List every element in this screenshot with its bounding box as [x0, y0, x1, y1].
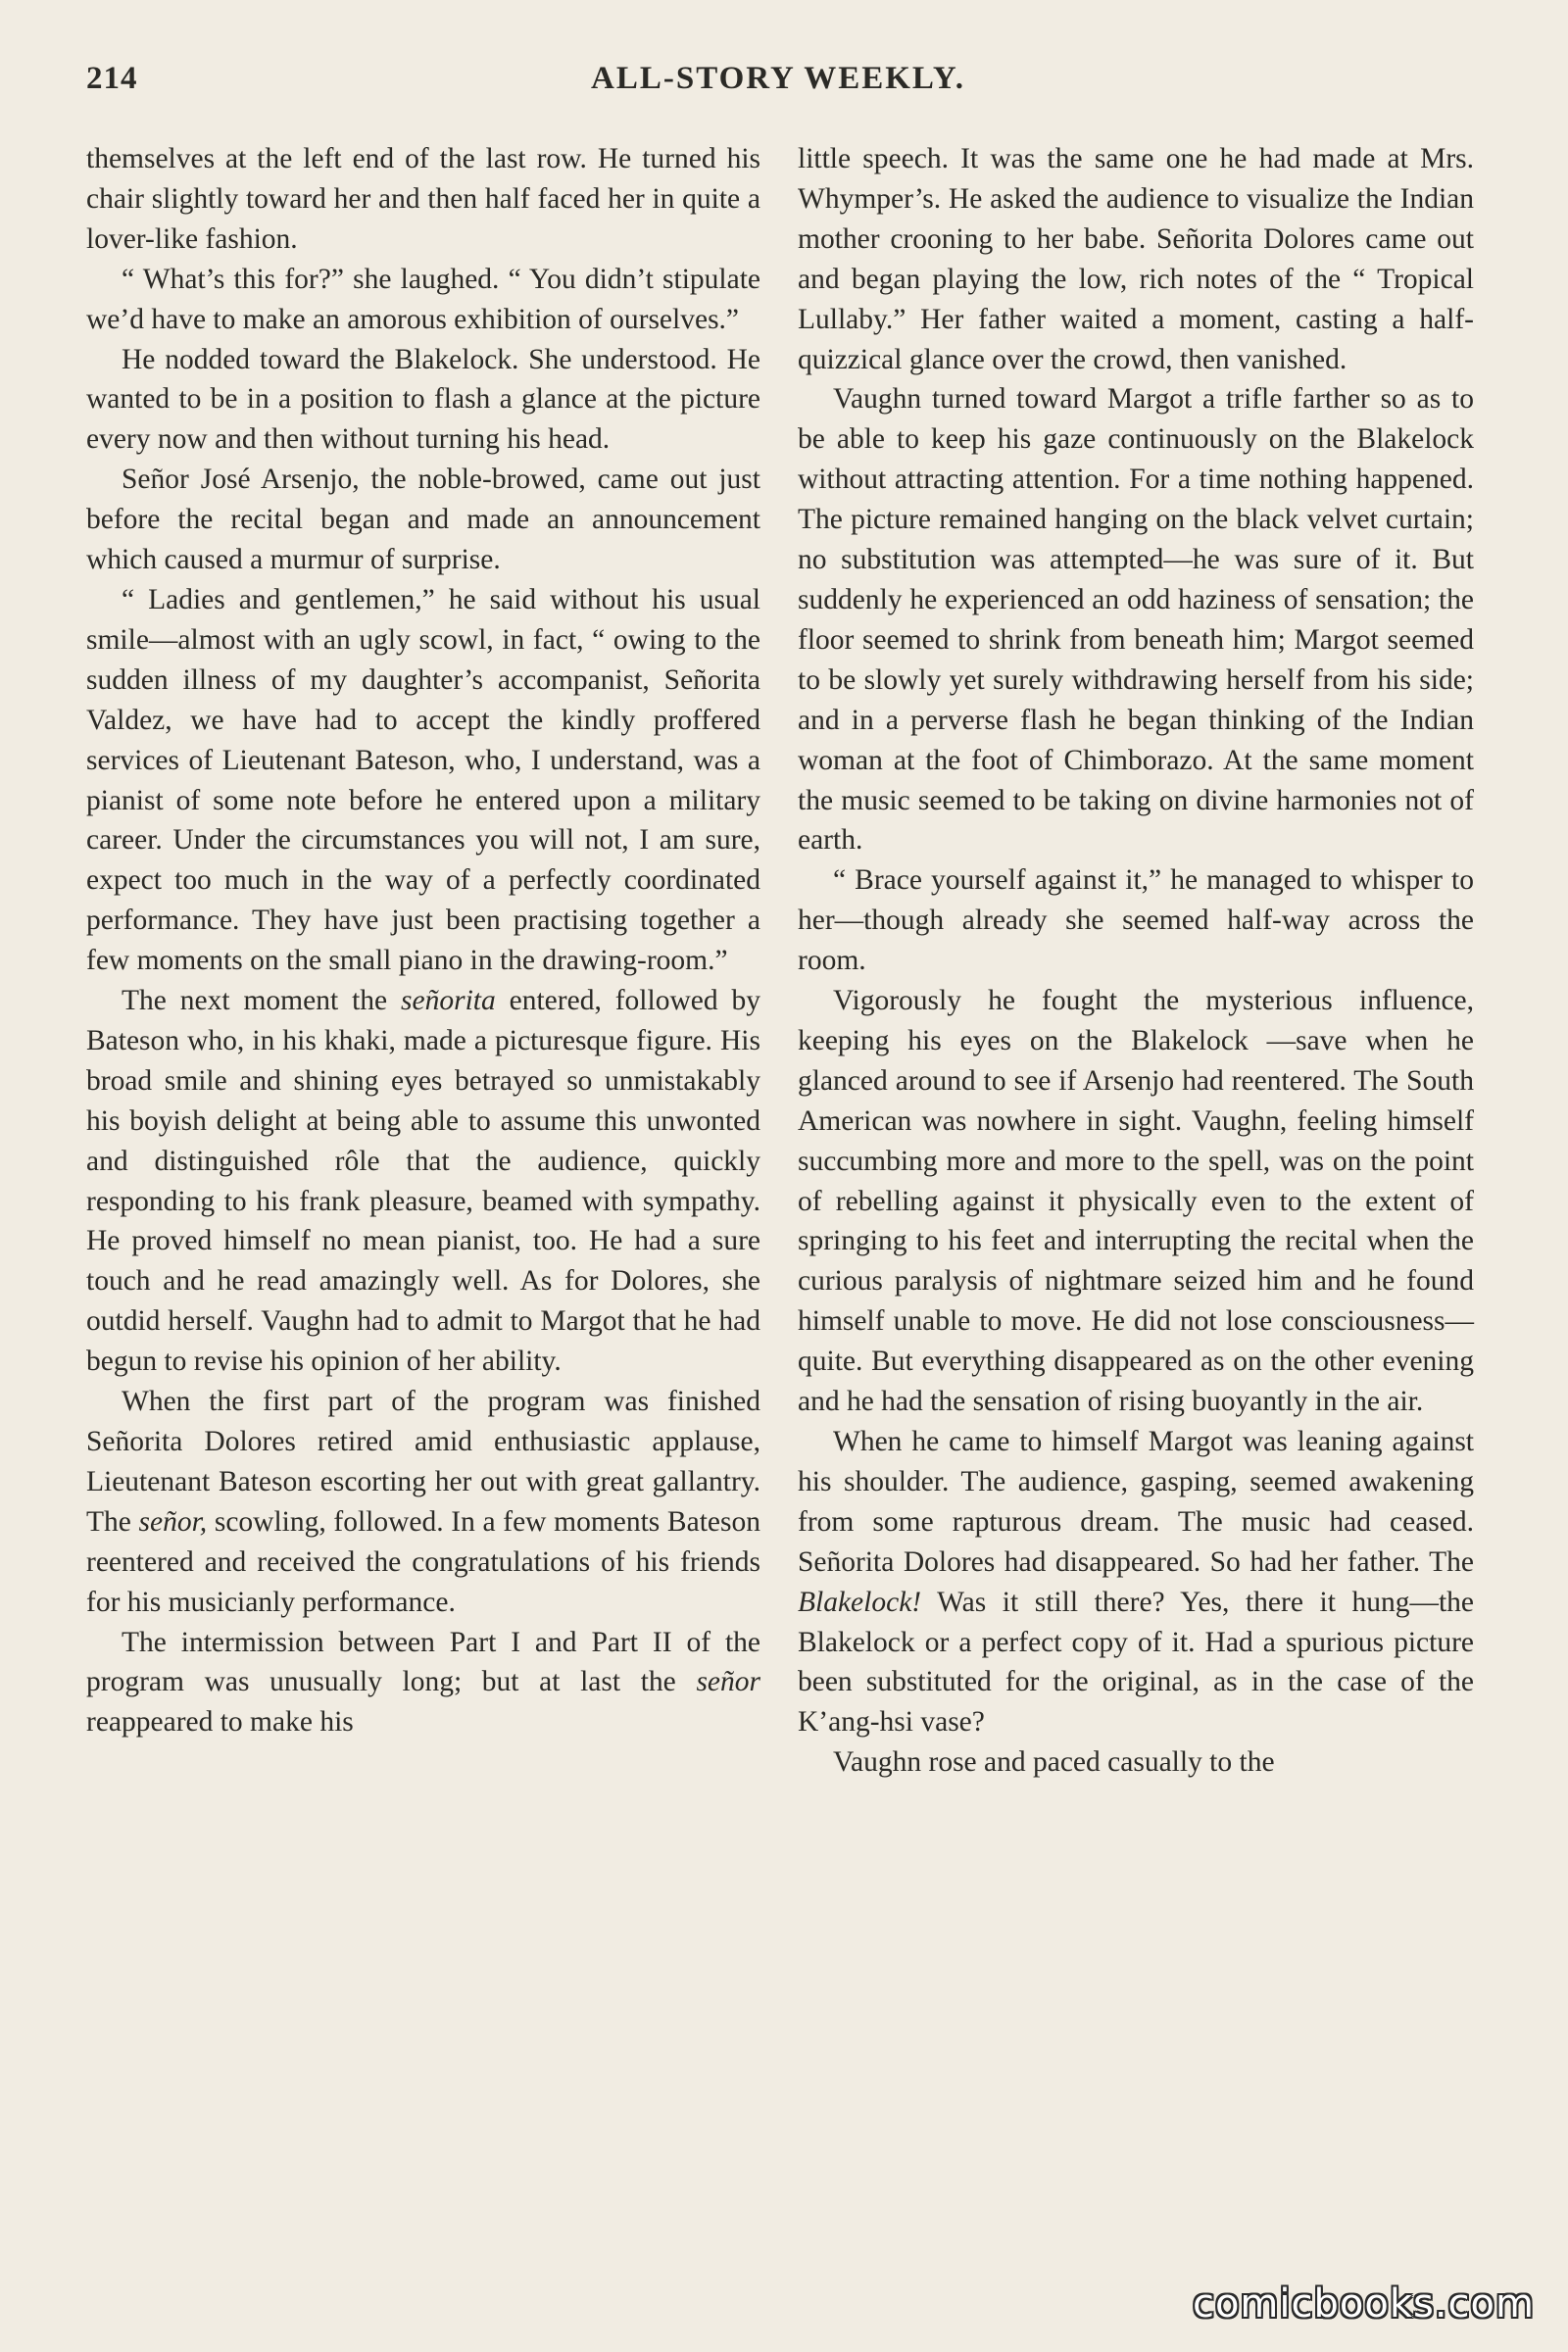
paragraph: Vaughn turned toward Margot a trifle farther so as to be able to keep his gaze continuously on the Blakelock without attracting attention. For a time nothing happened. The picture remained hanging on the black velvet curtain; no substitution was attempted—he was sure of it. But suddenly he experienced an odd haziness of sensation; the floor seemed to shrink from beneath him; Margot seemed to be slowly yet surely withdrawing herself from his side; and in a perverse flash he began thinking of the Indian woman at the foot of Chimborazo. At the same moment the music seemed to be taking on divine harmonies not of earth.	[798, 383, 1474, 857]
paragraph: “ What’s this for?” she laughed. “ You didn’t stipulate we’d have to make an amorous exhibition of ourselves.”	[86, 263, 760, 335]
page-number: 214	[86, 61, 138, 96]
paragraph	[798, 1422, 1474, 1742]
running-header	[86, 61, 1470, 116]
paragraph: “ Brace yourself against it,” he managed to whisper to her—though already she seemed half-way across the room.	[798, 864, 1474, 977]
paragraph-text: reappeared to make his	[86, 1706, 354, 1739]
paragraph: Vaughn rose and paced casually to the	[833, 1746, 1275, 1779]
paragraph-text: When he came to himself Margot was leaning against his shoulder. The audience, gasping, seemed awakening from some rapturous dream. The music had ceased. Señorita Dolores had disappeared. So had her father. The	[798, 1426, 1474, 1578]
italic-word: Blakelock!	[798, 1586, 922, 1618]
paragraph-text: entered, followed by Bateson who, in his khaki, made a picturesque figure. His broad smile and shining eyes betrayed so unmistakably his boyish delight at being able to assume this unwonted and distinguished rôle that the audience, quickly responding to his frank pleasure, beamed with sympathy. He proved himself no mean pianist, too. He had a sure touch and he read amazingly well. As for Dolores, she outdid herself. Vaughn had to admit to Margot that he had begun to revise his opinion of her ability.	[86, 985, 761, 1378]
left-column	[86, 139, 760, 1742]
italic-word: señorita	[401, 985, 496, 1017]
paragraph	[86, 1382, 760, 1622]
paragraph: Señor José Arsenjo, the noble-browed, came out just before the recital began and made an announcement which caused a murmur of surprise.	[86, 464, 760, 576]
paragraph: He nodded toward the Blakelock. She understood. He wanted to be in a position to flash a glance at the picture every now and then without turning his head.	[86, 343, 760, 456]
watermark: comicbooks.com	[1192, 2281, 1535, 2327]
paragraph: themselves at the left end of the last row. He turned his chair slightly toward her and then half faced her in quite a lover-like fashion.	[86, 143, 760, 255]
italic-word: señor,	[138, 1505, 208, 1538]
italic-word: señor	[696, 1666, 760, 1698]
paragraph-text: Was it still there? Yes, there it hung—the Blakelock or a perfect copy of it. Had a spurious picture been substituted for the original, as in the case of the K’ang-hsi vase?	[798, 1586, 1474, 1739]
paragraph-text: The intermission between Part I and Part II of the program was unusually long; but at last the	[86, 1626, 760, 1698]
magazine-title: ALL-STORY WEEKLY.	[591, 61, 965, 96]
right-column	[798, 139, 1474, 1783]
paragraph: Vigorously he fought the mysterious influence, keeping his eyes on the Blakelock —save when he glanced around to see if Arsenjo had reentered. The South American was nowhere in sight. Vaughn, feeling himself succumbing more and more to the spell, was on the point of rebelling against it physically even to the extent of springing to his feet and interrupting the recital when the curious paralysis of nightmare seized him and he found himself unable to move. He did not lose consciousness—quite. But everything disappeared as on the other evening and he had the sensation of rising buoyantly in the air.	[798, 985, 1474, 1418]
paragraph-text: The next moment the	[122, 985, 402, 1017]
paragraph: little speech. It was the same one he had made at Mrs. Whymper’s. He asked the audience to visualize the Indian mother crooning to her babe. Señorita Dolores came out and began playing the low, rich notes of the “ Tropical Lullaby.” Her father waited a moment, casting a half-quizzical glance over the crowd, then vanished.	[798, 143, 1474, 375]
paragraph-text: scowling, followed. In a few moments Bateson reentered and received the congratulations of his friends for his musicianly performance.	[86, 1505, 760, 1618]
paragraph	[86, 981, 760, 1382]
paragraph	[86, 1623, 760, 1743]
paragraph: “ Ladies and gentlemen,” he said without his usual smile—almost with an ugly scowl, in fact, “ owing to the sudden illness of my daughter’s accompanist, Señorita Valdez, we have had to accept the kindly proffered services of Lieutenant Bateson, who, I understand, was a pianist of some note before he entered upon a military career. Under the circumstances you will not, I am sure, expect too much in the way of a perfectly coordinated performance. They have just been practising together a few moments on the small piano in the drawing-room.”	[86, 583, 760, 977]
paragraph-text: When the first part of the program was finished Señorita Dolores retired amid enthusiastic applause, Lieutenant Bateson escorting her out with great gallantry. The	[86, 1386, 760, 1538]
